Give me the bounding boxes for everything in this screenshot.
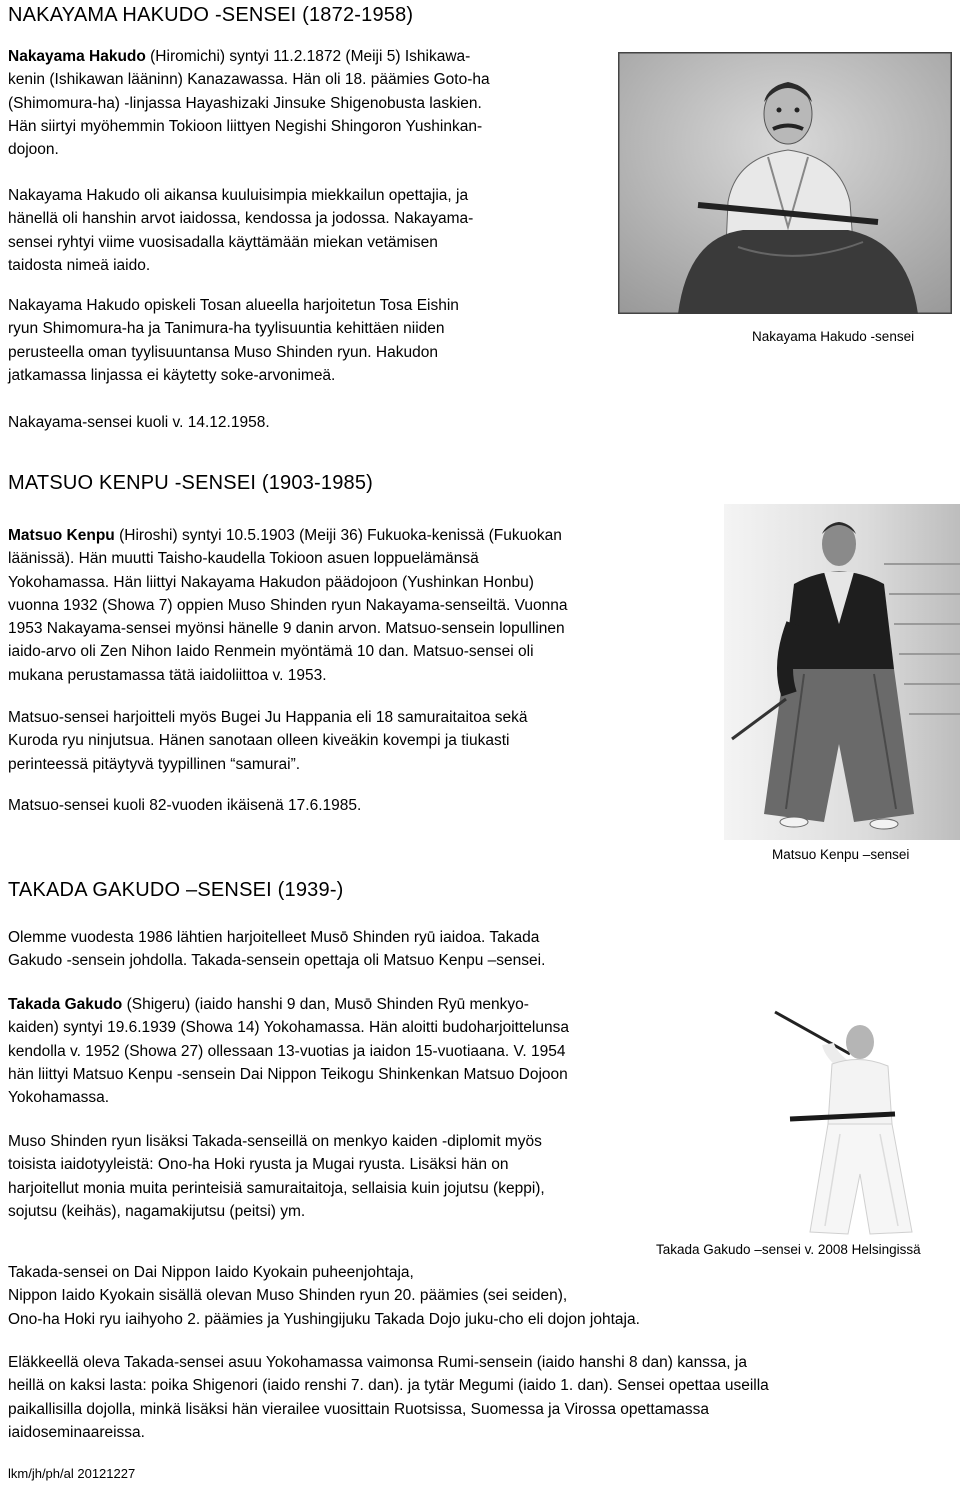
paragraph-matsuo-intro <box>8 524 568 687</box>
text-line: taidosta nimeä iaido. <box>8 256 151 274</box>
section-heading-takada: TAKADA GAKUDO –SENSEI (1939-) <box>8 879 344 901</box>
text-line: Yokohamassa. <box>8 1089 110 1107</box>
text-line: Kuroda ryu ninjutsua. Hänen sanotaan olleen kiveäkin kovempi ja tiukasti <box>8 732 510 750</box>
text-line: (Hiromichi) syntyi 11.2.1872 (Meiji 5) Ishikawa- <box>145 48 471 65</box>
caption-nakayama-photo: Nakayama Hakudo -sensei <box>752 329 915 344</box>
text-line: Olemme vuodesta 1986 lähtien harjoitelleet Musō Shinden ryū iaidoa. Takada <box>8 929 540 946</box>
section-heading-matsuo: MATSUO KENPU -SENSEI (1903-1985) <box>8 472 374 494</box>
text-line: (Shigeru) (iaido hanshi 9 dan, Musō Shinden Ryū menkyo- <box>122 996 529 1013</box>
name-bold: Matsuo Kenpu <box>8 527 115 544</box>
paragraph-takada-dojo <box>8 926 545 973</box>
name-bold: Nakayama Hakudo <box>8 48 146 65</box>
paragraph-nakayama-teacher <box>8 184 473 277</box>
matsuo-photo <box>724 504 960 840</box>
text-line: läänissä). Hän muutti Taisho-kaudella Tokioon asuen loppuelämänsä <box>8 550 479 568</box>
paragraph-takada-intro <box>8 993 569 1109</box>
text-line: 1953 Nakayama-sensei myönsi hänelle 9 danin arvon. Matsuo-sensein lopullinen <box>8 620 565 638</box>
paragraph-nakayama-style <box>8 294 459 387</box>
text-line: kendolla v. 1952 (Showa 27) ollessaan 13-vuotias ja iaidon 15-vuotiaana. V. 1954 <box>8 1042 566 1060</box>
text-line: kaiden) syntyi 19.6.1939 (Showa 14) Yokohamassa. Hän aloitti budoharjoittelunsa <box>8 1019 569 1037</box>
text-line: Ono-ha Hoki ryu iaihyoho 2. päämies ja Yushingijuku Takada Dojo juku-cho eli dojon johtaja. <box>8 1310 640 1328</box>
text-line: hän liittyi Matsuo Kenpu -sensein Dai Nippon Teikogu Shinkenkan Matsuo Dojoon <box>8 1065 568 1083</box>
text-line: (Hiroshi) syntyi 10.5.1903 (Meiji 36) Fukuoka-kenissä (Fukuokan <box>114 527 562 544</box>
text-line: sojutsu (keihäs), nagamakijutsu (peitsi) ym. <box>8 1202 306 1220</box>
paragraph-matsuo-death: Matsuo-sensei kuoli 82-vuoden ikäisenä 17.6.1985. <box>8 797 362 814</box>
name-bold: Takada Gakudo <box>8 996 123 1013</box>
takada-photo <box>720 994 960 1236</box>
text-line: Takada-sensei on Dai Nippon Iaido Kyokain puheenjohtaja, <box>8 1264 414 1281</box>
text-line: heillä on kaksi lasta: poika Shigenori (iaido renshi 7. dan). ja tytär Megumi (iaido 1. dan). Sensei opettaa useilla <box>8 1377 769 1395</box>
text-line: sensei ryhtyi viime vuosisadalla käyttämään miekan vetämisen <box>8 233 438 251</box>
paragraph-nakayama-intro <box>8 45 490 161</box>
text-line: harjoitellut monia muita perinteisiä samuraitaitoja, sellaisia kuin jojutsu (keppi), <box>8 1179 545 1197</box>
text-line: Hän siirtyi myöhemmin Tokioon liittyen Negishi Shingoron Yushinkan- <box>8 117 483 135</box>
text-line: Gakudo -sensein johdolla. Takada-sensein opettaja oli Matsuo Kenpu –sensei. <box>8 952 546 970</box>
paragraph-takada-positions <box>8 1261 640 1331</box>
paragraph-takada-styles <box>8 1130 545 1223</box>
text-line: jatkamassa linjassa ei käytetty soke-arvonimeä. <box>8 366 336 384</box>
text-line: vuonna 1932 (Showa 7) oppien Muso Shinden ryun Nakayama-senseiltä. Vuonna <box>8 596 568 614</box>
text-line: mukana perustamassa tätä iaidoliittoa v. 1953. <box>8 666 327 684</box>
text-line: Nakayama Hakudo opiskeli Tosan alueella harjoitetun Tosa Eishin <box>8 297 459 314</box>
text-line: dojoon. <box>8 141 59 159</box>
text-line: Nakayama Hakudo oli aikansa kuuluisimpia miekkailun opettajia, ja <box>8 187 469 204</box>
text-line: paikallisilla dojolla, minkä lisäksi hän vierailee vuosittain Ruotsissa, Suomessa ja Virossa opettamassa <box>8 1400 709 1418</box>
text-line: (Shimomura-ha) -linjassa Hayashizaki Jinsuke Shigenobusta laskien. <box>8 94 482 112</box>
caption-matsuo-photo: Matsuo Kenpu –sensei <box>772 847 910 862</box>
text-line: ryun Shimomura-ha ja Tanimura-ha tyylisuuntia kehittäen niiden <box>8 320 445 338</box>
text-line: perinteessä pitäytyvä tyypillinen “samurai”. <box>8 755 301 773</box>
text-line: Nippon Iaido Kyokain sisällä olevan Muso Shinden ryun 20. päämies (sei seiden), <box>8 1287 568 1305</box>
paragraph-nakayama-death: Nakayama-sensei kuoli v. 14.12.1958. <box>8 414 270 431</box>
paragraph-takada-family <box>8 1351 769 1444</box>
text-line: toisista iaidotyyleistä: Ono-ha Hoki ryusta ja Mugai ryusta. Lisäksi hän on <box>8 1156 509 1174</box>
text-line: iaidoseminaareissa. <box>8 1423 145 1441</box>
text-line: Matsuo-sensei harjoitteli myös Bugei Ju Happania eli 18 samuraitaitoa sekä <box>8 709 528 726</box>
section-heading-nakayama: NAKAYAMA HAKUDO -SENSEI (1872-1958) <box>8 4 414 26</box>
text-line: perusteella oman tyylisuuntansa Muso Shinden ryun. Hakudon <box>8 343 438 361</box>
text-line: Muso Shinden ryun lisäksi Takada-senseillä on menkyo kaiden -diplomit myös <box>8 1133 542 1150</box>
text-line: Yokohamassa. Hän liittyi Nakayama Hakudon päädojoon (Yushinkan Honbu) <box>8 573 534 591</box>
nakayama-portrait-photo <box>618 52 952 314</box>
text-line: iaido-arvo oli Zen Nihon Iaido Renmein myöntämä 10 dan. Matsuo-sensei oli <box>8 643 534 661</box>
paragraph-matsuo-arts <box>8 706 528 776</box>
text-line: Eläkkeellä oleva Takada-sensei asuu Yokohamassa vaimonsa Rumi-sensein (iaido hanshi 8 dan) kanssa, ja <box>8 1354 747 1371</box>
text-line: kenin (Ishikawan lääninn) Kanazawassa. Hän oli 18. päämies Goto-ha <box>8 71 490 89</box>
caption-takada-photo: Takada Gakudo –sensei v. 2008 Helsingissä <box>656 1242 921 1257</box>
text-line: hänellä oli hanshin arvot iaidossa, kendossa ja jodossa. Nakayama- <box>8 210 474 228</box>
footer-signature: lkm/jh/ph/al 20121227 <box>8 1466 136 1481</box>
